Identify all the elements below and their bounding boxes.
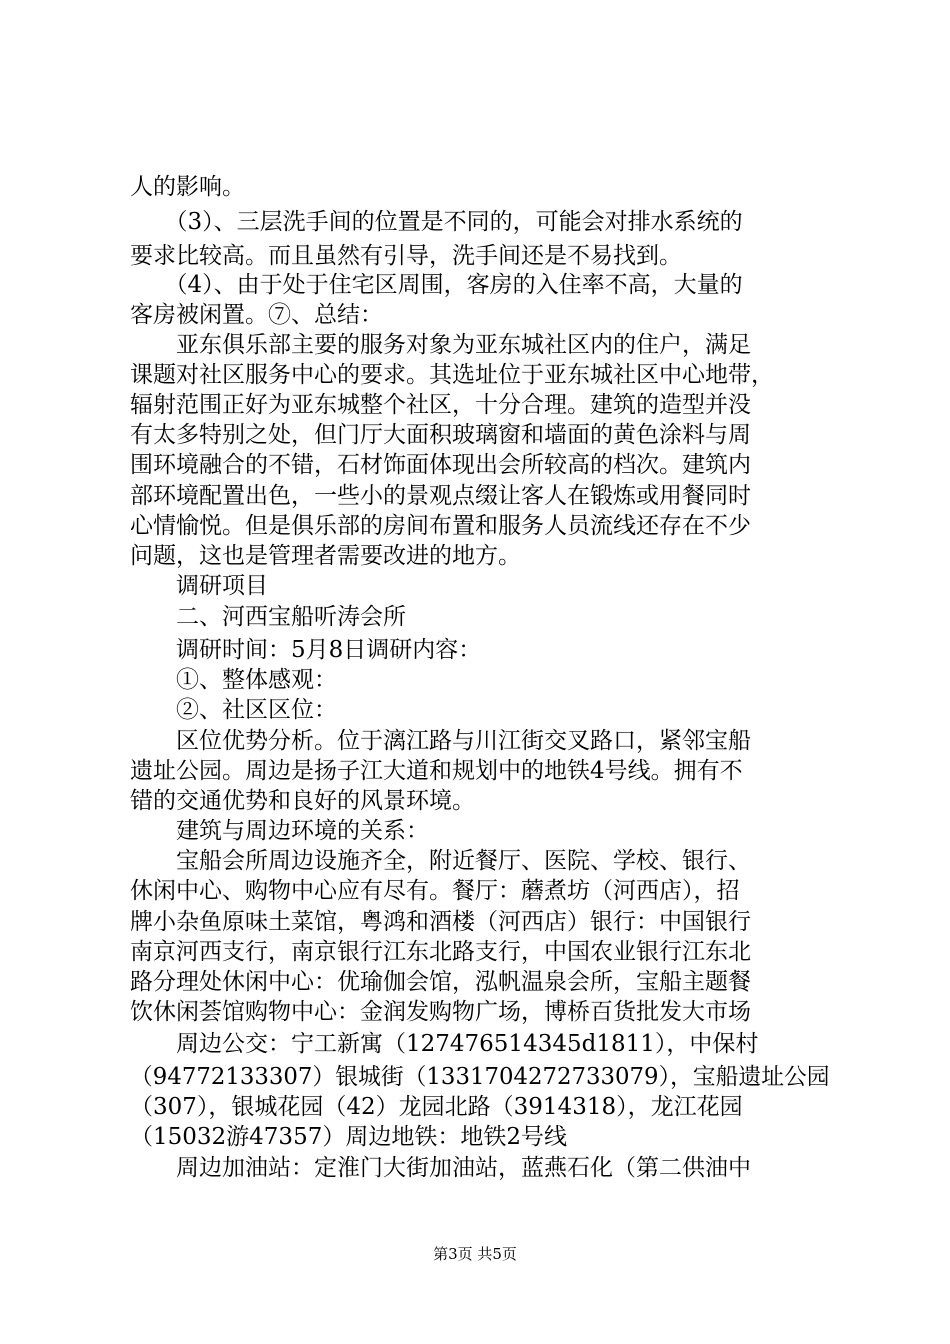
text-line: （4）、由于处于住宅区周围，客房的入住率不高，大量的 (130, 272, 743, 298)
text-line: 二、河西宝船听涛会所 (130, 604, 406, 630)
page-number-footer: 第3页 共5页 (433, 1245, 517, 1263)
text-line: 牌小杂鱼原味土菜馆，粤鸿和酒楼（河西店）银行：中国银行 (130, 909, 751, 935)
text-line: 周边公交：宁工新寓（127476514345d1811），中保村 (130, 1031, 759, 1057)
text-line: 建筑与周边环境的关系： (130, 818, 429, 844)
text-line: 区位优势分析。位于漓江路与川江街交叉路口，紧邻宝船 (130, 728, 751, 754)
text-line: ①、整体感观： (130, 667, 337, 693)
text-line: 人的影响。 (130, 174, 245, 200)
text-line: 要求比较高。而且虽然有引导，洗手间还是不易找到。 (130, 243, 682, 269)
text-line: 休闲中心、购物中心应有尽有。餐厅：蘑煮坊（河西店），招 (130, 878, 740, 904)
text-line: 宝船会所周边设施齐全，附近餐厅、医院、学校、银行、 (130, 848, 751, 874)
text-line: 部环境配置出色，一些小的景观点缀让客人在锻炼或用餐同时 (130, 483, 751, 509)
text-line: 周边加油站：定淮门大街加油站，蓝燕石化（第二供油中 (130, 1155, 751, 1181)
text-line: 调研时间：5月8日调研内容： (130, 637, 482, 663)
text-line: （94772133307）银城街（1331704272733079），宝船遗址公园 (130, 1064, 830, 1090)
text-line: ②、社区区位： (130, 697, 337, 723)
text-line: 错的交通优势和良好的风景环境。 (130, 788, 475, 814)
text-line: 南京河西支行，南京银行江东北路支行，中国农业银行江东北 (130, 939, 751, 965)
text-line: 亚东俱乐部主要的服务对象为亚东城社区内的住户，满足 (130, 332, 751, 358)
text-line: 遗址公园。周边是扬子江大道和规划中的地铁4号线。拥有不 (130, 758, 743, 784)
text-line: 围环境融合的不错，石材饰面体现出会所较高的档次。建筑内 (130, 452, 751, 478)
text-line: 有太多特别之处，但门厅大面积玻璃窗和墙面的黄色涂料与周 (130, 422, 751, 448)
text-line: 课题对社区服务中心的要求。其选址位于亚东城社区中心地带， (130, 362, 774, 388)
text-line: 问题，这也是管理者需要改进的地方。 (130, 543, 521, 569)
text-line: 心情愉悦。但是俱乐部的房间布置和服务人员流线还存在不少 (130, 513, 751, 539)
text-line: 饮休闲荟馆购物中心：金润发购物广场，博桥百货批发大市场 (130, 999, 751, 1025)
text-line: （3）、三层洗手间的位置是不同的，可能会对排水系统的 (130, 209, 743, 235)
text-line: 辐射范围正好为亚东城整个社区，十分合理。建筑的造型并没 (130, 392, 751, 418)
text-line: 调研项目 (130, 573, 268, 599)
text-line: （15032游47357）周边地铁：地铁2号线 (130, 1124, 567, 1150)
text-line: 路分理处休闲中心：优瑜伽会馆，泓帆温泉会所，宝船主题餐 (130, 969, 751, 995)
text-line: （307），银城花园（42）龙园北路（3914318），龙江花园 (130, 1094, 743, 1120)
text-line: 客房被闲置。⑦、总结： (130, 302, 383, 328)
